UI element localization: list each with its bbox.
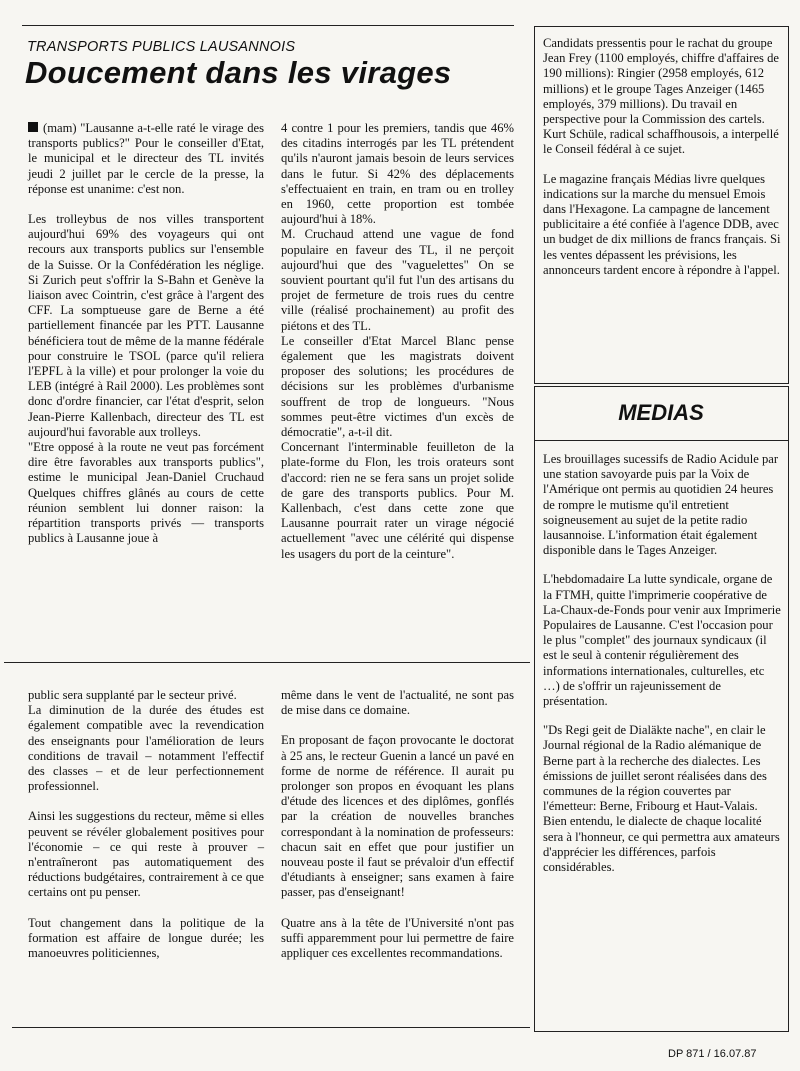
- article-paragraph: Le conseiller d'Etat Marcel Blanc pense également que les magistrats doivent proposer des solutions; les procédures de décisions sur les problèmes d'urbanisme souffrent de trop de longueurs. "Nous sommes peut-être victimes d'un excès de démocratie", a-t-il dit.: [281, 333, 514, 440]
- article-paragraph: M. Cruchaud attend une vague de fond populaire en faveur des TL, il ne perçoit aujourd'hui que des "vaguelettes" On se souvient pourtant qu'il fut l'un des artisans du projet de fermeture de trois rues du centre ville (réalisé prochainement) au profit des piétons et des TL.: [281, 227, 514, 333]
- lower-paragraph: La diminution de la durée des études est également compatible avec la revendication des enseignants pour l'amélioration de leurs conditions de travail – notamment l'effectif des classes – et de leur perfectionnement professionnel.: [28, 703, 264, 794]
- lower-paragraph: En proposant de façon provocante le doctorat à 25 ans, le recteur Guenin a lancé un pavé en forme de norme de référence. Il aurait pu prolonger son propos en évoquant les plans d'étude des licences et des diplômes, gonflés par la création de nouvelles branches correspondant à la nomination de professeurs: chacun sait en effet que pour justifier un nouveau poste il faut se prévaloir d'un effectif d'étudiants à enseigner; sans examen à faire passer, pas d'enseignant!: [281, 733, 514, 900]
- article-column-1: [28, 121, 264, 546]
- article-headline: Doucement dans les virages: [25, 55, 452, 90]
- lower-column-1: [28, 688, 264, 961]
- lower-paragraph: même dans le vent de l'actualité, ne sont pas de mise dans ce domaine.: [281, 688, 514, 718]
- bottom-rule: [12, 1027, 530, 1028]
- article-kicker: TRANSPORTS PUBLICS LAUSANNOIS: [27, 39, 296, 55]
- article-paragraph: 4 contre 1 pour les premiers, tandis que 46% des citadins interrogés par les TL prétendent qu'ils n'auront jamais besoin de leurs services dans le futur. Si 42% des déplacements s'effectuaient en train, en tram ou en trolley en 1960, cette proportion est tombée aujourd'hui à 18%.: [281, 121, 514, 227]
- article-paragraph: "Etre opposé à la route ne veut pas forcément dire être favorables aux transports publics", estime le municipal Jean-Daniel Cruchaud Quelques chiffres glânés au cours de cette réunion semblent lui donner raison: la répartition transports privés — transports publics à Lausanne joue à: [28, 440, 264, 546]
- sidebar-paragraph: Candidats pressentis pour le rachat du groupe Jean Frey (1100 employés, chiffre d'affaires de 190 millions): Ringier (2958 employés, 612 millions) et le groupe Tages Anzeiger (1465 employés, 379 millions). Du travail en perspective pour la Commission des cartels. Kurt Schüle, radical schaffhousois, a interpellé le Conseil fédéral à ce sujet.: [543, 36, 779, 157]
- lower-paragraph: Quatre ans à la tête de l'Université n'ont pas suffi apparemment pour lui permettre de faire appliquer ces excellentes recommandations.: [281, 915, 514, 961]
- lower-paragraph: public sera supplanté par le secteur privé.: [28, 688, 237, 702]
- sidebar-paragraph: Le magazine français Médias livre quelques indications sur la marche du mensuel Emois dans l'Hexagone. La campagne de lancement publicitaire a été confiée à l'agence DDB, avec un budget de dix millions de francs français. Si les ventes dépassent les prévisions, les annonceurs tardent encore à répondre à l'appel.: [543, 171, 781, 277]
- sidebar-paragraph: Les brouillages sucessifs de Radio Acidule par une station savoyarde puis par la Voix de l'Amérique ont permis au quotidien 24 heures de rompre le mutisme qu'il entretient soigneusement au sujet de la petite radio lausannoise. L'information était également disponible dans le Tages Anzeiger.: [543, 452, 779, 558]
- top-rule: [22, 25, 514, 26]
- article-paragraph: (mam) "Lausanne a-t-elle raté le virage des transports publics?" Pour le conseiller d'Etat, le municipal et le directeur des TL invités jeudi 2 juillet par le cercle de la presse, la réponse est unanime: c'est non.: [28, 121, 264, 196]
- medias-title-rule: [534, 440, 789, 441]
- page-footer: DP 871 / 16.07.87: [668, 1048, 757, 1060]
- lower-column-2: [281, 688, 514, 961]
- article-column-2: [281, 121, 514, 562]
- sidebar-paragraph: L'hebdomadaire La lutte syndicale, organe de la FTMH, quitte l'imprimerie coopérative de La-Chaux-de-Fonds pour venir aux Imprimerie Populaires de Lausanne. C'est l'occasion pour le plus "complet" des journaux syndicaux (il est le seul à contenir régulièrement des informations internationales, culturelles, etc …) de s'offrir un rajeunissement de présentation.: [543, 572, 781, 709]
- sidebar-paragraph: "Ds Regi geit de Dialäkte nache", en clair le Journal régional de la Radio alémanique de Berne part à la recherche des dialectes. Les émissions de juillet seront réalisées dans des communes de la région couvertes par l'émetteur: Berne, Fribourg et Haut-Valais. Bien entendu, le dialecte de chaque localité sera à l'honneur, ce qui permettra aux amateurs d'apprécier les différences, parfois considérables.: [543, 723, 780, 875]
- sidebar-medias-text: [543, 452, 781, 889]
- lower-paragraph: Ainsi les suggestions du recteur, même si elles peuvent se révéler globalement positives pour l'économie – ce qui reste à prouver – n'entraîneront pas automatiquement des réductions budgétaires, contrairement à ce que certains ont pu penser.: [28, 809, 264, 900]
- bullet-square-icon: [28, 122, 38, 132]
- lower-paragraph: Tout changement dans la politique de la formation est affaire de longue durée; les manoeuvres politiciennes,: [28, 915, 264, 961]
- article-paragraph: Concernant l'interminable feuilleton de la plate-forme du Flon, les trois orateurs sont d'accord: rien ne se fera sans un projet solide de gare des transports publics. Pour M. Kallenbach, c'est dans cette zone que Lausanne pourrait rater un virage négocié actuellement "avec une célérité qui dispense les usagers du port de la ceinture".: [281, 440, 514, 561]
- sidebar-section-title: MEDIAS: [618, 400, 704, 425]
- sidebar-top-text: [543, 36, 781, 292]
- article-paragraph: Les trolleybus de nos villes transportent aujourd'hui 69% des voyageurs qui ont recours aux transports publics sur l'ensemble de la Suisse. Or la Confédération les néglige. Si Zurich peut s'offrir la S-Bahn et Genève la liaison avec Cointrin, c'est grâce à l'argent des CFF. La somptueuse gare de Berne a été partiellement financée par les PTT. Lausanne bénéficiera tout de même de la manne fédérale pour construire le TSOL (parce qu'il reliera l'EPFL à la ville) et pour prolonger la voie du LEB (intégré à Rail 2000). Les problèmes sont donc d'ordre financier, car l'état d'esprit, selon Jean-Pierre Kallenbach, directeur des TL est aujourd'hui favorable aux trolleys.: [28, 212, 264, 439]
- article-divider-rule: [4, 662, 530, 663]
